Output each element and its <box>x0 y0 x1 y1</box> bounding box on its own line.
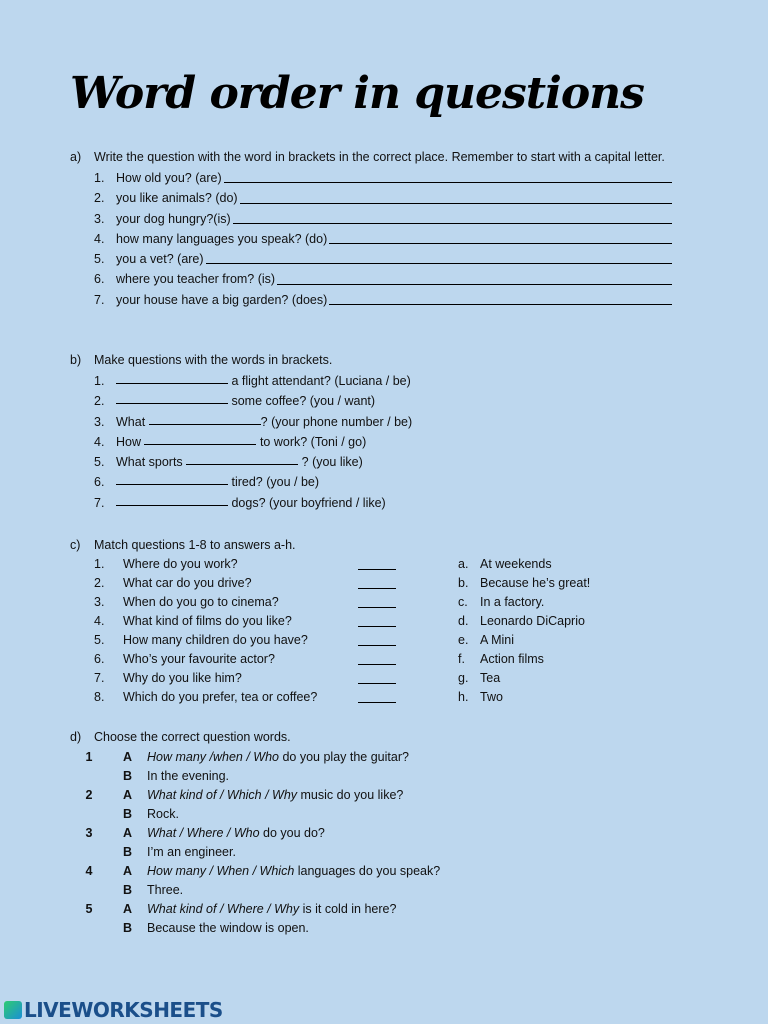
answer-text: Rock. <box>147 807 179 821</box>
list-item <box>94 412 684 432</box>
item-number: 6. <box>94 475 105 490</box>
question-text: Which do you prefer, tea or coffee? <box>123 690 318 704</box>
question-options[interactable]: What / Where / Who <box>147 826 260 840</box>
line-label-a: A <box>122 826 133 840</box>
match-blank[interactable] <box>358 556 396 570</box>
item-number: 4. <box>94 231 105 246</box>
section-b <box>70 350 684 513</box>
answer-text: I’m an engineer. <box>147 845 236 859</box>
question-a-row <box>70 748 684 767</box>
list-item <box>94 229 672 249</box>
answer-blank[interactable] <box>116 472 228 485</box>
item-number: 2. <box>94 191 105 206</box>
item-text: your house have a big garden? (does) <box>116 292 328 307</box>
answer-line[interactable] <box>233 209 672 224</box>
item-prefix: What sports <box>116 455 187 470</box>
question-number: 2. <box>94 576 105 590</box>
item-text: you a vet? (are) <box>116 252 204 267</box>
answer-line[interactable] <box>329 229 672 244</box>
match-blank[interactable] <box>358 651 396 665</box>
item-number: 1. <box>94 171 105 185</box>
answer-text: Three. <box>147 883 184 897</box>
item-text: where you teacher from? (is) <box>116 272 276 287</box>
question-text: Why do you like him? <box>123 671 242 685</box>
line-label-b: B <box>122 921 133 935</box>
section-a-header <box>70 147 684 167</box>
item-number: 5. <box>94 252 105 267</box>
answer-text: In a factory. <box>480 595 545 609</box>
list-item <box>94 452 684 472</box>
question-a-row <box>70 862 684 881</box>
match-row <box>94 574 684 593</box>
question-a-row <box>70 900 684 919</box>
answer-blank[interactable] <box>116 371 228 384</box>
section-d <box>70 727 684 938</box>
line-label-b: B <box>122 883 133 897</box>
match-row <box>94 593 684 612</box>
section-letter: a) <box>70 150 82 164</box>
section-letter: c) <box>70 538 81 552</box>
answer-line[interactable] <box>240 188 672 203</box>
line-label-b: B <box>122 807 133 821</box>
section-instruction: Match questions 1-8 to answers a-h. <box>94 538 296 552</box>
answer-letter: c. <box>458 595 468 609</box>
answer-blank[interactable] <box>149 412 261 425</box>
item-number: 4. <box>94 434 105 449</box>
question-number: 1. <box>94 557 105 571</box>
match-blank[interactable] <box>358 575 396 589</box>
worksheet-title: Word order in questions <box>70 68 644 119</box>
section-instruction: Choose the correct question words. <box>94 730 291 744</box>
question-rest: languages do you speak? <box>294 864 441 878</box>
answer-text: Tea <box>480 671 501 685</box>
item-number: 3. <box>94 414 105 429</box>
answer-blank[interactable] <box>186 452 298 465</box>
answer-letter: g. <box>458 671 469 685</box>
liveworksheets-logo[interactable] <box>4 998 223 1022</box>
answer-line[interactable] <box>277 269 672 284</box>
match-blank[interactable] <box>358 689 396 703</box>
line-label-a: A <box>122 864 133 878</box>
section-letter: b) <box>70 353 82 367</box>
item-number: 5. <box>94 455 105 470</box>
match-row <box>94 688 684 707</box>
item-number: 2. <box>94 394 105 409</box>
item-number: 6. <box>94 272 105 287</box>
question-text: How many children do you have? <box>123 633 308 647</box>
question-options[interactable]: How many / When / Which <box>147 864 295 878</box>
list-item <box>94 493 684 513</box>
match-blank[interactable] <box>358 670 396 684</box>
answer-text: Because he’s great! <box>480 576 591 590</box>
answer-letter: a. <box>458 557 469 571</box>
item-prefix: What <box>116 414 149 429</box>
match-row <box>94 631 684 650</box>
answer-b-row <box>70 767 684 786</box>
item-text: how many languages you speak? (do) <box>116 231 328 246</box>
logo-text: LIVEWORKSHEETS <box>24 998 223 1022</box>
list-item <box>94 269 672 289</box>
item-suffix: dogs? (your boyfriend / like) <box>228 495 386 510</box>
section-instruction: Make questions with the words in brackets. <box>94 353 333 367</box>
item-prefix: How <box>116 434 145 449</box>
answer-b-row <box>70 919 684 938</box>
answer-blank[interactable] <box>144 432 256 445</box>
question-number: 1 <box>85 750 93 764</box>
question-text: Who’s your favourite actor? <box>123 652 275 666</box>
item-number: 3. <box>94 211 105 226</box>
list-item <box>94 432 684 452</box>
answer-text: In the evening. <box>147 769 230 783</box>
answer-text: At weekends <box>480 557 552 571</box>
answer-blank[interactable] <box>116 493 228 506</box>
line-label-b: B <box>122 769 133 783</box>
logo-icon <box>4 1001 22 1019</box>
answer-line[interactable] <box>329 290 672 305</box>
list-item <box>94 168 672 188</box>
item-suffix: ? (your phone number / be) <box>260 414 413 429</box>
answer-blank[interactable] <box>116 391 228 404</box>
match-row <box>94 650 684 669</box>
section-d-header <box>70 727 684 747</box>
question-text: Where do you work? <box>123 557 238 571</box>
item-suffix: tired? (you / be) <box>228 475 320 490</box>
section-a <box>70 147 684 310</box>
section-c <box>70 535 684 707</box>
section-c-header <box>70 535 684 555</box>
match-row <box>94 612 684 631</box>
item-suffix: to work? (Toni / go) <box>256 434 367 449</box>
item-number: 7. <box>94 495 105 510</box>
section-b-header <box>70 350 684 370</box>
answer-b-row <box>70 843 684 862</box>
section-letter: d) <box>70 730 82 744</box>
question-rest: music do you like? <box>297 788 404 802</box>
question-text: When do you go to cinema? <box>123 595 279 609</box>
answer-letter: h. <box>458 690 469 704</box>
question-options[interactable]: How many /when / Who <box>147 750 279 764</box>
answer-letter: b. <box>458 576 469 590</box>
match-blank[interactable] <box>358 632 396 646</box>
match-row <box>94 669 684 688</box>
list-item <box>94 249 672 269</box>
match-blank[interactable] <box>358 613 396 627</box>
section-instruction: Write the question with the word in brackets in the correct place. Remember to start with a capital letter. <box>94 150 665 164</box>
list-item <box>94 209 672 229</box>
question-options[interactable]: What kind of / Which / Why <box>147 788 298 802</box>
item-suffix: some coffee? (you / want) <box>228 394 376 409</box>
answer-text: Action films <box>480 652 544 666</box>
question-rest: is it cold in here? <box>299 902 397 916</box>
line-label-b: B <box>122 845 133 859</box>
question-number: 5 <box>85 902 93 916</box>
list-item <box>94 188 672 208</box>
question-number: 5. <box>94 633 105 647</box>
answer-text: Leonardo DiCaprio <box>480 614 585 628</box>
item-text: you like animals? (do) <box>116 191 238 206</box>
line-label-a: A <box>122 902 133 916</box>
match-blank[interactable] <box>358 594 396 608</box>
answer-line[interactable] <box>206 249 672 264</box>
question-number: 4 <box>85 864 93 878</box>
line-label-a: A <box>122 750 133 764</box>
answer-letter: f. <box>458 652 465 666</box>
answer-text: A Mini <box>480 633 515 647</box>
question-number: 4. <box>94 614 105 628</box>
question-a-row <box>70 786 684 805</box>
question-number: 7. <box>94 671 105 685</box>
item-text: your dog hungry?(is) <box>116 211 231 226</box>
answer-b-row <box>70 881 684 900</box>
item-number: 1. <box>94 374 105 388</box>
answer-line[interactable] <box>224 168 672 183</box>
question-number: 2 <box>85 788 93 802</box>
answer-text: Because the window is open. <box>147 921 309 935</box>
question-options[interactable]: What kind of / Where / Why <box>147 902 300 916</box>
item-number: 7. <box>94 292 105 307</box>
answer-letter: e. <box>458 633 469 647</box>
question-number: 8. <box>94 690 105 704</box>
answer-text: Two <box>480 690 503 704</box>
item-suffix: ? (you like) <box>298 455 363 470</box>
item-suffix: a flight attendant? (Luciana / be) <box>228 374 411 388</box>
list-item <box>94 472 684 492</box>
question-a-row <box>70 824 684 843</box>
item-text: How old you? (are) <box>116 171 222 185</box>
line-label-a: A <box>122 788 133 802</box>
question-text: What car do you drive? <box>123 576 252 590</box>
list-item <box>94 391 684 411</box>
list-item <box>94 290 672 310</box>
answer-b-row <box>70 805 684 824</box>
question-number: 6. <box>94 652 105 666</box>
question-rest: do you play the guitar? <box>279 750 409 764</box>
answer-letter: d. <box>458 614 469 628</box>
question-text: What kind of films do you like? <box>123 614 292 628</box>
question-number: 3 <box>85 826 93 840</box>
question-rest: do you do? <box>259 826 325 840</box>
list-item <box>94 371 684 391</box>
match-row <box>94 555 684 574</box>
question-number: 3. <box>94 595 105 609</box>
